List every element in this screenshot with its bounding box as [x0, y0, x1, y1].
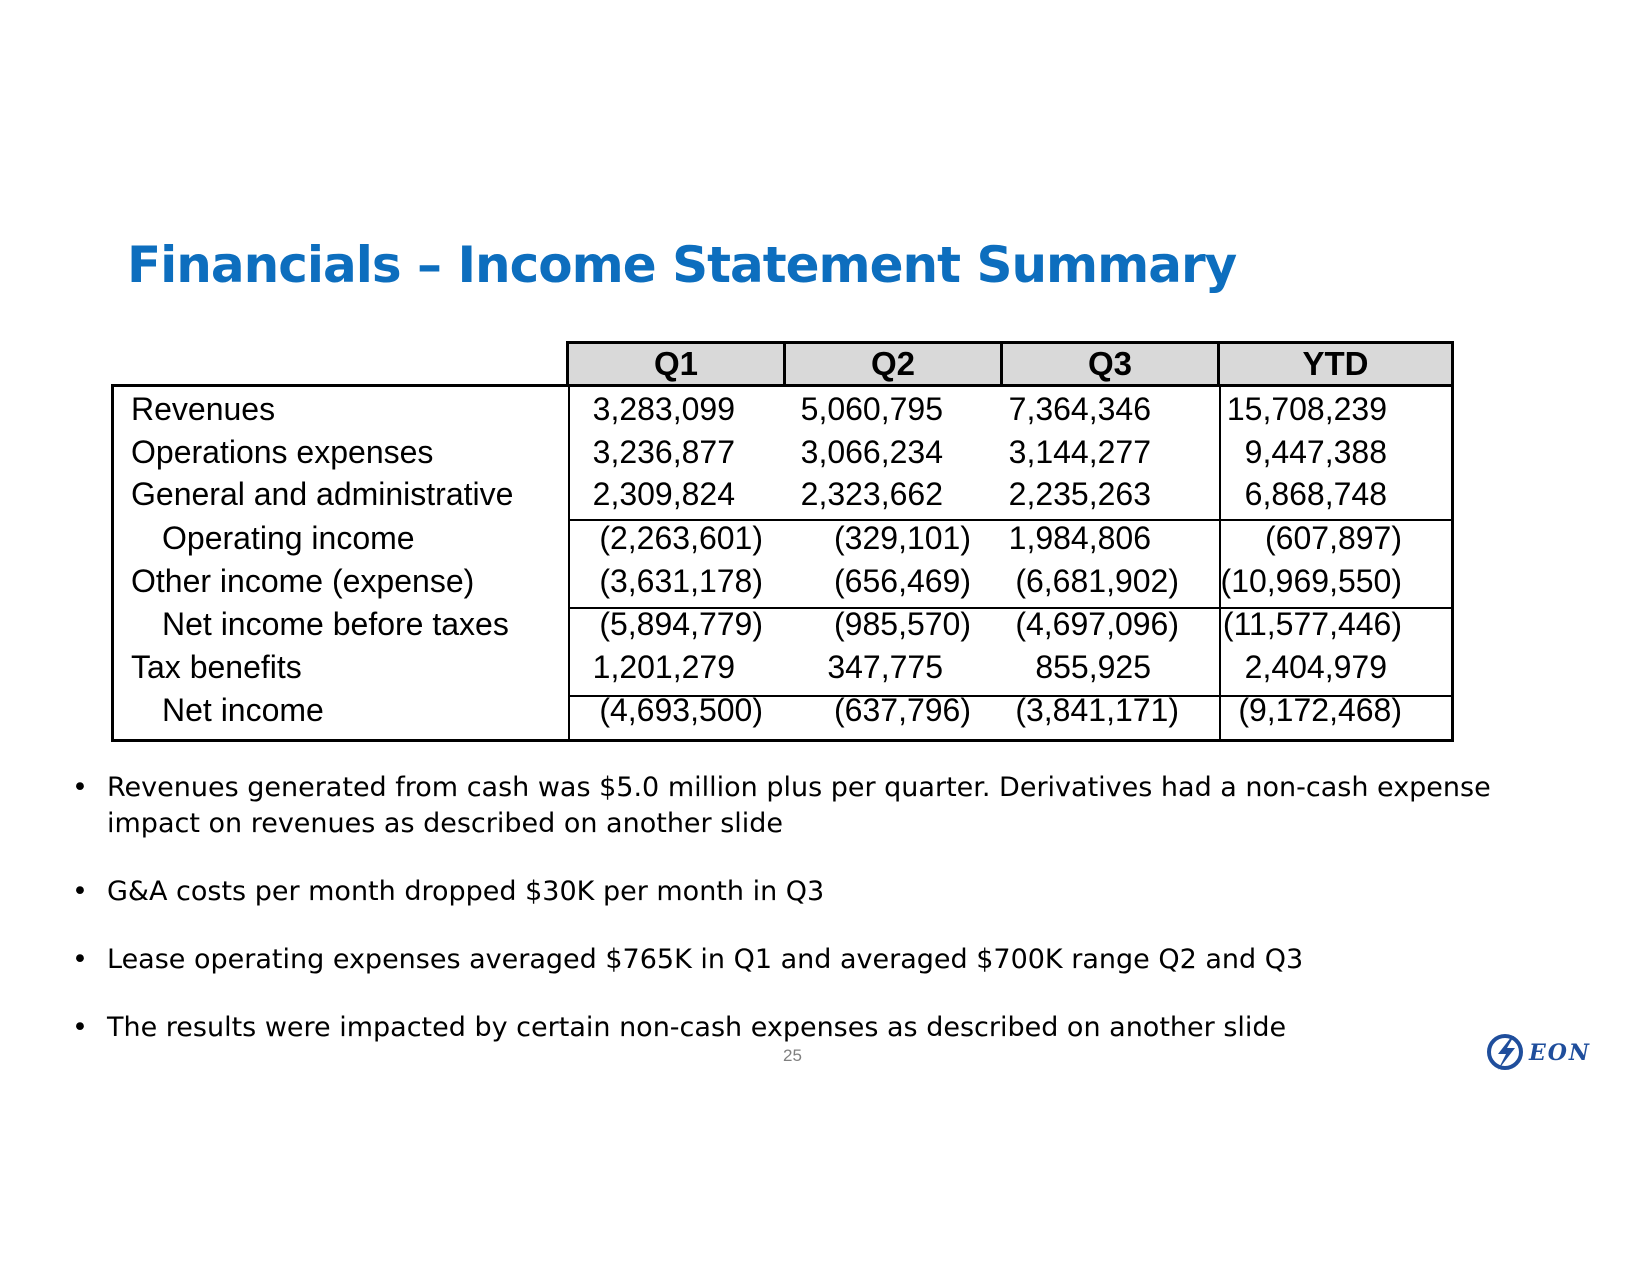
- bullet-marker: •: [72, 944, 88, 975]
- row-label: Other income (expense): [131, 563, 475, 599]
- cell-q2: (329,101): [834, 520, 971, 556]
- cell-q3: 1,984,806: [1008, 520, 1151, 556]
- cell-q1: (3,631,178): [599, 563, 763, 599]
- bullet-marker: •: [72, 772, 88, 803]
- column-header-q3: Q3: [1000, 341, 1220, 387]
- cell-q2: 2,323,662: [800, 476, 943, 512]
- cell-q3: 2,235,263: [1008, 476, 1151, 512]
- table-row: [111, 387, 1454, 431]
- cell-q2: 3,066,234: [800, 434, 943, 470]
- row-label: Revenues: [131, 391, 276, 427]
- table-row: [111, 602, 1454, 646]
- eon-logo: [1485, 1030, 1605, 1074]
- cell-ytd: (11,577,446): [1222, 606, 1402, 642]
- cell-q1: 3,283,099: [592, 391, 735, 427]
- cell-ytd: (9,172,468): [1238, 692, 1402, 728]
- row-label: Operations expenses: [131, 434, 434, 470]
- cell-q3: 3,144,277: [1008, 434, 1151, 470]
- column-header-ytd: YTD: [1217, 341, 1454, 387]
- row-label: Net income before taxes: [162, 606, 509, 642]
- row-label: Operating income: [162, 520, 415, 556]
- cell-q1: (2,263,601): [599, 520, 763, 556]
- cell-q1: 2,309,824: [592, 476, 735, 512]
- cell-q3: 7,364,346: [1008, 391, 1151, 427]
- income-statement-table: [111, 341, 1454, 742]
- cell-q2: 5,060,795: [800, 391, 943, 427]
- column-header-q2: Q2: [783, 341, 1003, 387]
- column-header-q1: Q1: [566, 341, 786, 387]
- row-label: Net income: [162, 692, 324, 728]
- bullet-marker: •: [72, 1012, 88, 1043]
- logo-text: EON: [1529, 1040, 1592, 1066]
- cell-ytd: 15,708,239: [1226, 391, 1387, 427]
- table-row: [111, 430, 1454, 474]
- cell-q1: 1,201,279: [592, 649, 735, 685]
- cell-q1: (4,693,500): [599, 692, 763, 728]
- bullet-marker: •: [72, 876, 88, 907]
- page-number: 25: [783, 1046, 802, 1065]
- cell-q3: (6,681,902): [1015, 563, 1179, 599]
- cell-ytd: (607,897): [1265, 520, 1402, 556]
- cell-ytd: 9,447,388: [1244, 434, 1387, 470]
- cell-ytd: (10,969,550): [1220, 563, 1402, 599]
- row-label: Tax benefits: [131, 649, 302, 685]
- cell-q3: (4,697,096): [1015, 606, 1179, 642]
- table-row: [111, 472, 1454, 516]
- bullet-text: The results were impacted by certain non-cash expenses as described on another slide: [107, 1012, 1287, 1043]
- table-row: [111, 688, 1454, 732]
- cell-q2: (656,469): [834, 563, 971, 599]
- cell-q3: (3,841,171): [1015, 692, 1179, 728]
- bullet-text: Revenues generated from cash was $5.0 million plus per quarter. Derivatives had a non-cash expense impact on revenues as described on another slide: [107, 772, 1491, 839]
- cell-ytd: 6,868,748: [1244, 476, 1387, 512]
- table-row: [111, 516, 1454, 560]
- cell-ytd: 2,404,979: [1244, 649, 1387, 685]
- cell-q1: 3,236,877: [592, 434, 735, 470]
- cell-q3: 855,925: [1035, 649, 1151, 685]
- cell-q2: 347,775: [827, 649, 943, 685]
- cell-q2: (637,796): [834, 692, 971, 728]
- row-label: General and administrative: [131, 476, 514, 512]
- cell-q1: (5,894,779): [599, 606, 763, 642]
- table-row: [111, 645, 1454, 689]
- bullet-text: Lease operating expenses averaged $765K in Q1 and averaged $700K range Q2 and Q3: [107, 944, 1304, 975]
- page-title: Financials – Income Statement Summary: [127, 236, 1237, 294]
- bullet-text: G&A costs per month dropped $30K per month in Q3: [107, 876, 825, 907]
- cell-q2: (985,570): [834, 606, 971, 642]
- table-row: [111, 559, 1454, 603]
